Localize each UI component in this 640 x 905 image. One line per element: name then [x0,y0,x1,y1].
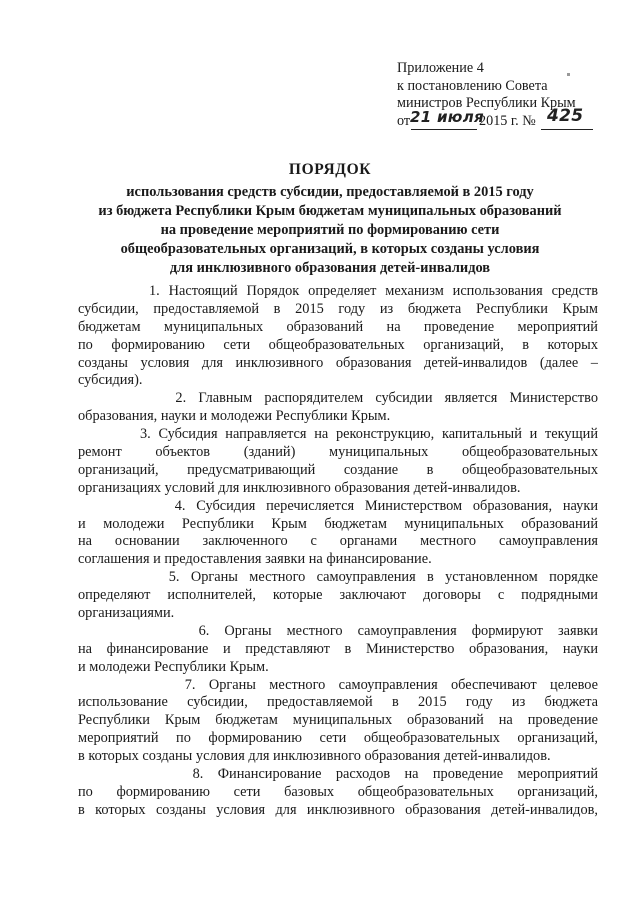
paragraph-6 [78,623,598,677]
text-line: организаций, предусматривающий создание в общеобразовательных [78,461,598,478]
text-line: созданы условия для инклюзивного образования детей-инвалидов (далее – [78,354,598,371]
paragraph-7 [78,677,598,766]
title-subline: на проведение мероприятий по формированию сети [160,222,500,238]
text-line: 7. Органы местного самоуправления обеспечивают целевое [78,676,598,693]
title-subline: из бюджета Республики Крым бюджетам муниципальных образований [98,203,562,219]
paragraph-1 [78,283,598,390]
text-line: 8. Финансирование расходов на проведение мероприятий [78,766,598,783]
title-main: ПОРЯДОК [288,161,372,178]
text-line: мероприятий по формированию сети общеобразовательных организаций, [78,730,598,747]
text-line: по формированию сети базовых общеобразовательных организаций, [78,783,598,800]
handwritten-number: 425 [547,105,584,126]
text-line: соглашения и предоставления заявки на финансирование. [78,551,432,568]
date-prefix: от [397,112,411,129]
appendix-header [397,60,622,132]
text-line: организациях условий для инклюзивного образования детей-инвалидов. [78,479,521,496]
text-line: на финансирование и представляют в Министерство образования, науки [78,640,598,657]
paragraph-2 [78,390,598,426]
date-year-number: 2015 г. № [479,112,536,129]
document-title [60,160,600,278]
paragraph-5 [78,569,598,623]
text-line: на основании заключенного с органами местного самоуправления [78,533,598,550]
text-line: определяют исполнителей, которые заключают договоры с подрядными [78,587,598,604]
handwritten-date: 21 июля [410,107,484,126]
text-line: Республики Крым бюджетам муниципальных образований на проведение [78,712,598,729]
paragraph-3 [78,426,598,498]
text-line: образования, науки и молодежи Республики Крым. [78,408,391,425]
text-line: организациями. [78,605,175,622]
title-subline: использования средств субсидии, предоставляемой в 2015 году [126,184,534,200]
text-line: в которых созданы условия для инклюзивного образования детей-инвалидов. [78,748,551,765]
paragraph-4 [78,498,598,570]
appendix-line-2: к постановлению Совета [397,77,548,94]
text-line: 5. Органы местного самоуправления в установленном порядке [78,569,598,586]
text-line: в которых созданы условия для инклюзивного образования детей-инвалидов, [78,801,598,818]
paragraph-8 [78,766,598,820]
date-underline [411,129,477,130]
text-line: 2. Главным распорядителем субсидии является Министерство [78,390,598,407]
appendix-line-1: Приложение 4 [397,60,484,76]
text-line: ремонт объектов (зданий) муниципальных общеобразовательных [78,444,598,461]
text-line: по формированию сети общеобразовательных организаций, в которых [78,336,598,353]
title-subline: общеобразовательных организаций, в которых созданы условия [120,241,540,257]
appendix-line-3: министров Республики Крым [397,95,576,112]
text-line: субсидия). [78,372,143,389]
text-line: субсидии, предоставляемой в 2015 году из бюджета Республики Крым [78,300,598,317]
text-line: 1. Настоящий Порядок определяет механизм использования средств [78,283,598,299]
text-line: и молодежи Республики Крым. [78,658,269,675]
document-body [78,283,598,820]
number-underline [541,129,593,130]
appendix-date-line [397,105,622,132]
text-line: 3. Субсидия направляется на реконструкцию, капитальный и текущий [78,426,598,443]
text-line: 4. Субсидия перечисляется Министерством образования, науки [78,497,598,514]
text-line: и молодежи Республики Крым бюджетам муниципальных образований [78,515,598,532]
title-subline: для инклюзивного образования детей-инвалидов [169,260,491,276]
text-line: 6. Органы местного самоуправления формируют заявки [78,622,598,639]
text-line: бюджетам муниципальных образований на проведение мероприятий [78,318,598,335]
text-line: использование субсидии, предоставляемой в 2015 году из бюджета [78,694,598,711]
